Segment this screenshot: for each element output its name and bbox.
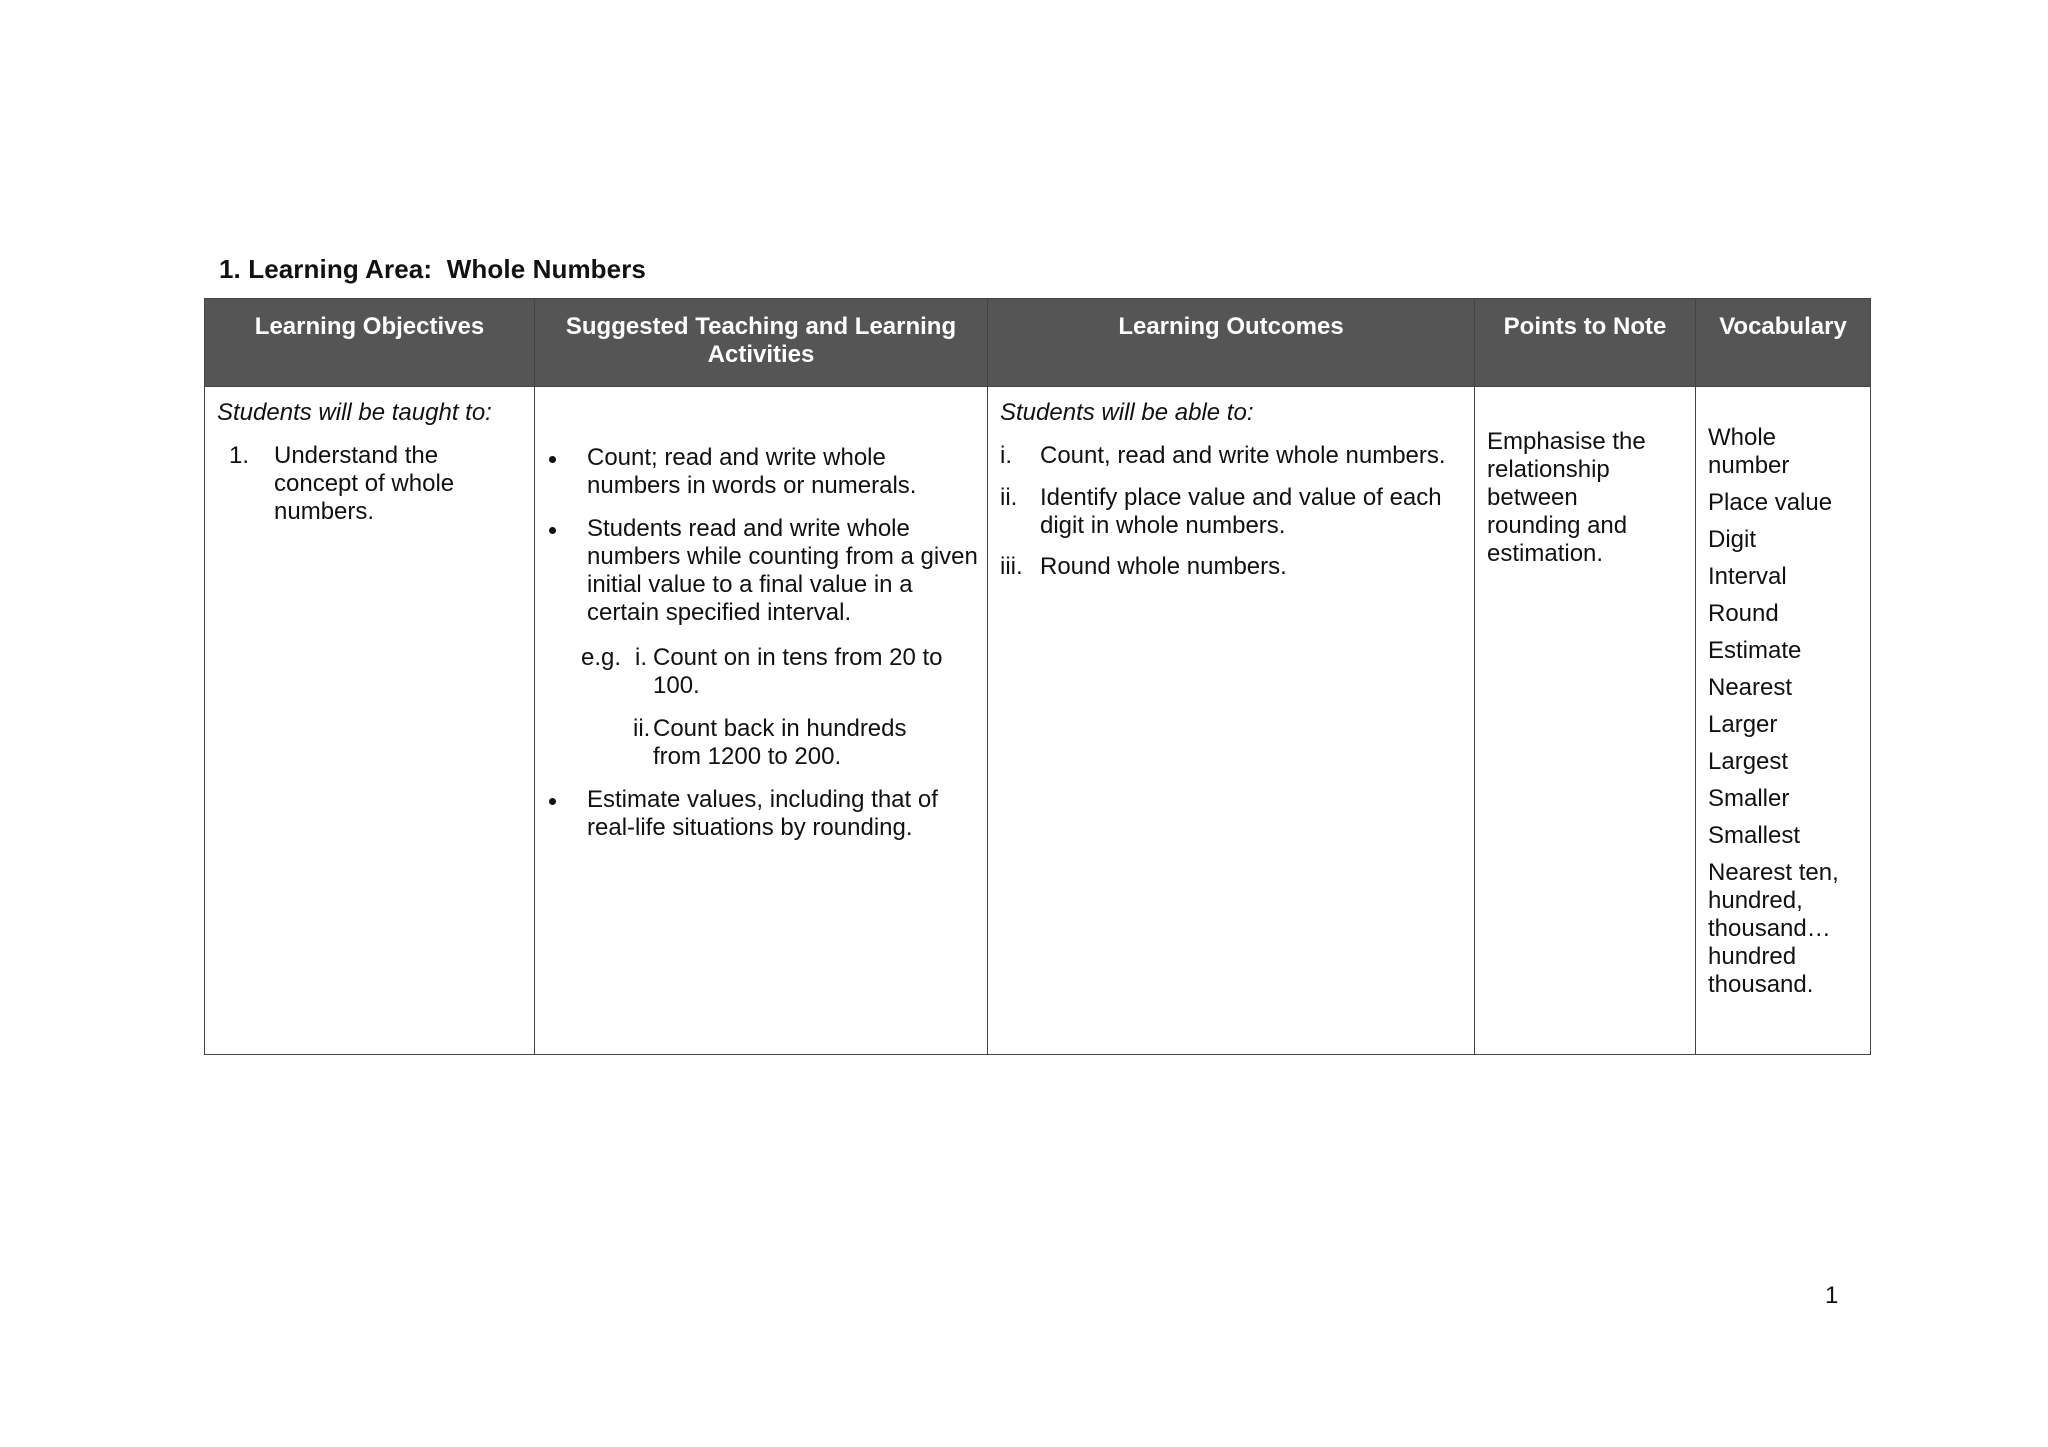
outcome-text: Round whole numbers. (1040, 553, 1287, 580)
learning-area-heading: 1. Learning Area: Whole Numbers (219, 254, 646, 284)
bullet-icon (549, 798, 556, 805)
page-number: 1 (1825, 1282, 1839, 1309)
objective-text: Understand the concept of whole numbers. (274, 442, 455, 525)
table-row (205, 387, 1871, 1055)
example-marker: i. (635, 644, 647, 671)
outcome-marker: i. (1000, 442, 1012, 469)
vocabulary-term: Place value (1708, 489, 1833, 516)
vocabulary-term: Larger (1708, 711, 1778, 738)
vocabulary-term: Nearest (1708, 674, 1793, 701)
outcome-marker: iii. (1000, 553, 1023, 580)
example-prefix: e.g. (581, 644, 622, 671)
header-learning-outcomes: Learning Outcomes (988, 299, 1475, 387)
bullet-icon (549, 456, 556, 463)
header-vocabulary: Vocabulary (1696, 299, 1871, 387)
vocabulary-term: Round (1708, 600, 1779, 627)
vocabulary-term: Largest (1708, 748, 1789, 775)
vocabulary-term: Smaller (1708, 785, 1790, 812)
vocabulary-term: Digit (1708, 526, 1757, 553)
header-learning-objectives: Learning Objectives (205, 299, 535, 387)
outcome-text: Identify place value and value of each digit in whole numbers. (1040, 484, 1442, 539)
header-teaching-activities: Suggested Teaching and Learning Activities (535, 299, 988, 387)
activity-item: Students read and write whole numbers while counting from a given initial value to a final value in a certain specified interval. (587, 515, 978, 626)
activities-cell (535, 387, 988, 1055)
vocabulary-term: Whole number (1708, 424, 1790, 479)
header-points-to-note: Points to Note (1475, 299, 1696, 387)
points-to-note-text: Emphasise the relationship between rounding and estimation. (1487, 428, 1646, 567)
activity-item: Count; read and write whole numbers in words or numerals. (587, 444, 917, 499)
syllabus-table (204, 298, 1871, 1055)
table-header-row (205, 299, 1871, 387)
outcome-marker: ii. (1000, 484, 1018, 511)
vocabulary-term: Estimate (1708, 637, 1802, 664)
vocabulary-term: Interval (1708, 563, 1787, 590)
points-to-note-cell (1475, 387, 1696, 1055)
example-marker: ii. (633, 715, 651, 742)
objective-number: 1. (229, 442, 250, 469)
outcome-text: Count, read and write whole numbers. (1040, 442, 1446, 469)
outcomes-cell (988, 387, 1475, 1055)
vocabulary-term: Smallest (1708, 822, 1801, 849)
objectives-intro: Students will be taught to: (217, 399, 492, 426)
bullet-icon (549, 527, 556, 534)
objectives-cell (205, 387, 535, 1055)
activity-item: Estimate values, including that of real-life situations by rounding. (587, 786, 938, 841)
vocabulary-list (1708, 424, 1858, 1008)
outcomes-intro: Students will be able to: (1000, 399, 1254, 426)
example-text: Count on in tens from 20 to 100. (653, 644, 943, 699)
vocabulary-cell (1696, 387, 1871, 1055)
example-text: Count back in hundreds from 1200 to 200. (653, 715, 907, 770)
vocabulary-term: Nearest ten, hundred, thousand… hundred thousand. (1708, 859, 1839, 998)
